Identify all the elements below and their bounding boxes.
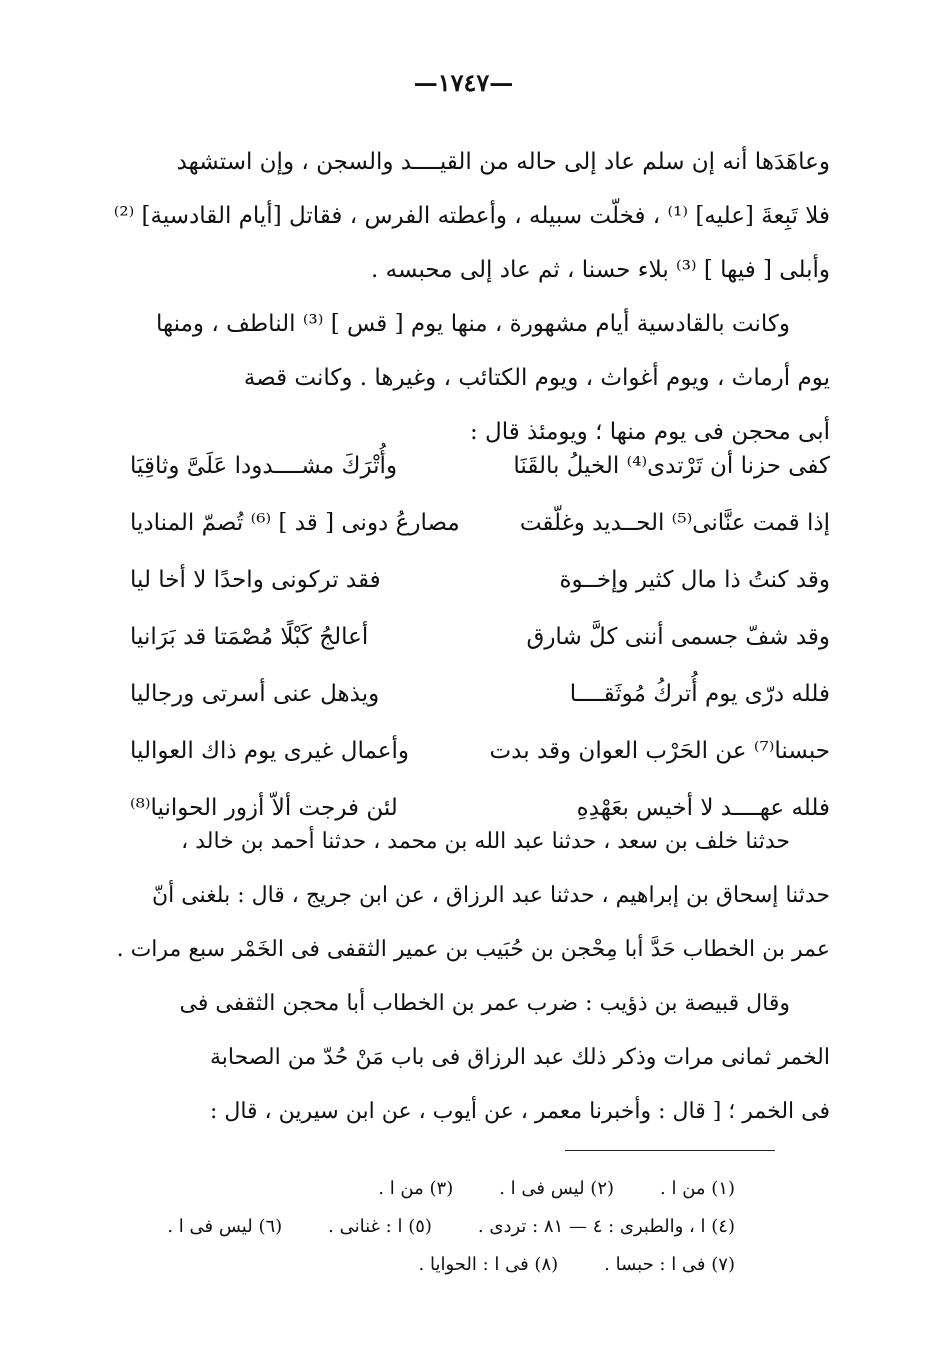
poem-verse	[130, 495, 830, 552]
paragraph-line: الخمر ثمانى مرات وذكر ذلك عبد الرزاق فى باب مَنْ حُدّ من الصحابة	[209, 1045, 830, 1070]
page-number: —١٧٤٧—	[413, 68, 514, 97]
paragraph-line: فى الخمر ؛ [ قال : وأخبرنا معمر ، عن أيوب ، عن ابن سيرين ، قال :	[209, 1099, 830, 1124]
footnote: (٦) ليس فى ا .	[167, 1216, 283, 1237]
paragraph-line: وكانت بالقادسية أيام مشهورة ، منها يوم [ قس ] ⁽³⁾ الناطف ، ومنها	[156, 311, 790, 337]
footnotes	[130, 1170, 735, 1284]
paragraph-line: فلا تَبِعةَ [عليه] ⁽¹⁾ ، فخلّت سبيله ، وأعطته الفرس ، فقاتل [أيام القادسية] ⁽²⁾	[113, 203, 830, 229]
footnote: (٣) من ا .	[378, 1178, 454, 1199]
opening-paragraphs	[113, 135, 830, 459]
paragraph-line: وعاهَدَها أنه إن سلم عاد إلى حاله من القيــــد والسجن ، وإن استشهد	[176, 149, 830, 175]
closing-paragraphs	[116, 815, 830, 1139]
footnote-row	[130, 1246, 735, 1284]
verse-second-hemistich: ويذهل عنى أسرتى ورجاليا	[130, 681, 380, 707]
verse-second-hemistich: وأعمال غيرى يوم ذاك العواليا	[130, 738, 409, 764]
paragraph-line: وقال قبيصة بن ذؤيب : ضرب عمر بن الخطاب أبا محجن الثقفى فى	[179, 991, 790, 1016]
footnote-row	[130, 1170, 735, 1208]
footnote: (٨) فى ا : الحوايا .	[418, 1254, 559, 1275]
verse-first-hemistich: فلله عهــــد لا أخيس بعَهْدِهِ	[576, 795, 830, 821]
footnote: (٢) ليس فى ا .	[499, 1178, 615, 1199]
verse-first-hemistich: إذا قمت عنَّانى⁽⁵⁾ الحــديد وغلّقت	[519, 510, 830, 536]
verse-first-hemistich: كفى حزنا أن تَرْتدى⁽⁴⁾ الخيلُ بالقَنَا	[513, 453, 830, 479]
verse-first-hemistich: وقد شفّ جسمى أننى كلَّ شارق	[526, 624, 830, 650]
poem-verse	[130, 609, 830, 666]
footnote: (٧) فى ا : حبسا .	[604, 1254, 735, 1275]
paragraph-line: حدثنا خلف بن سعد ، حدثنا عبد الله بن محمد ، حدثنا أحمد بن خالد ،	[181, 829, 790, 854]
footnote: (٥) ا : غنانى .	[328, 1216, 432, 1237]
footnote-row	[130, 1208, 735, 1246]
paragraph-line: وأبلى [ فيها ] ⁽³⁾ بلاء حسنا ، ثم عاد إلى محبسه .	[370, 257, 830, 283]
poem-verse	[130, 438, 830, 495]
footnote-divider	[565, 1150, 775, 1151]
poem-verse	[130, 552, 830, 609]
verse-first-hemistich: فلله درّى يوم أُتركُ مُوثَقــــا	[569, 681, 830, 707]
footnote: (١) من ا .	[660, 1178, 735, 1199]
footnote: (٤) ا ، والطبرى : ٤ — ٨١ : تردى .	[477, 1216, 735, 1237]
paragraph-line: حدثنا إسحاق بن إبراهيم ، حدثنا عبد الرزاق ، عن ابن جريج ، قال : بلغنى أنّ	[151, 883, 830, 908]
poem	[130, 438, 830, 837]
paragraph-line: أبى محجن فى يوم منها ؛ ويومئذ قال :	[469, 419, 830, 445]
poem-verse	[130, 723, 830, 780]
verse-second-hemistich: وأُتْرَكَ مشــــدودا عَلَىَّ وثاقِيَا	[130, 453, 398, 479]
verse-second-hemistich: فقد تركونى واحدًا لا أخا ليا	[130, 567, 381, 593]
paragraph-line: يوم أرماث ، ويوم أغواث ، ويوم الكتائب ، وغيرها . وكانت قصة	[243, 365, 830, 391]
verse-second-hemistich: أعالجُ كَبْلًا مُصْمَتا قد بَرَانيا	[130, 624, 369, 650]
verse-first-hemistich: حبسنا⁽⁷⁾ عن الحَرْب العوان وقد بدت	[489, 738, 830, 764]
verse-second-hemistich: لئن فرجت ألاّ أزور الحوانيا⁽⁸⁾	[130, 795, 398, 821]
poem-verse	[130, 666, 830, 723]
verse-second-hemistich: مصارعُ دونى [ قد ] ⁽⁶⁾ تُصمّ المناديا	[130, 510, 460, 536]
verse-first-hemistich: وقد كنتُ ذا مال كثير وإخــوة	[559, 567, 830, 593]
paragraph-line: عمر بن الخطاب حَدَّ أبا مِحْجن بن حُبَيب بن عمير الثقفى فى الخَمْر سبع مرات .	[116, 937, 830, 962]
